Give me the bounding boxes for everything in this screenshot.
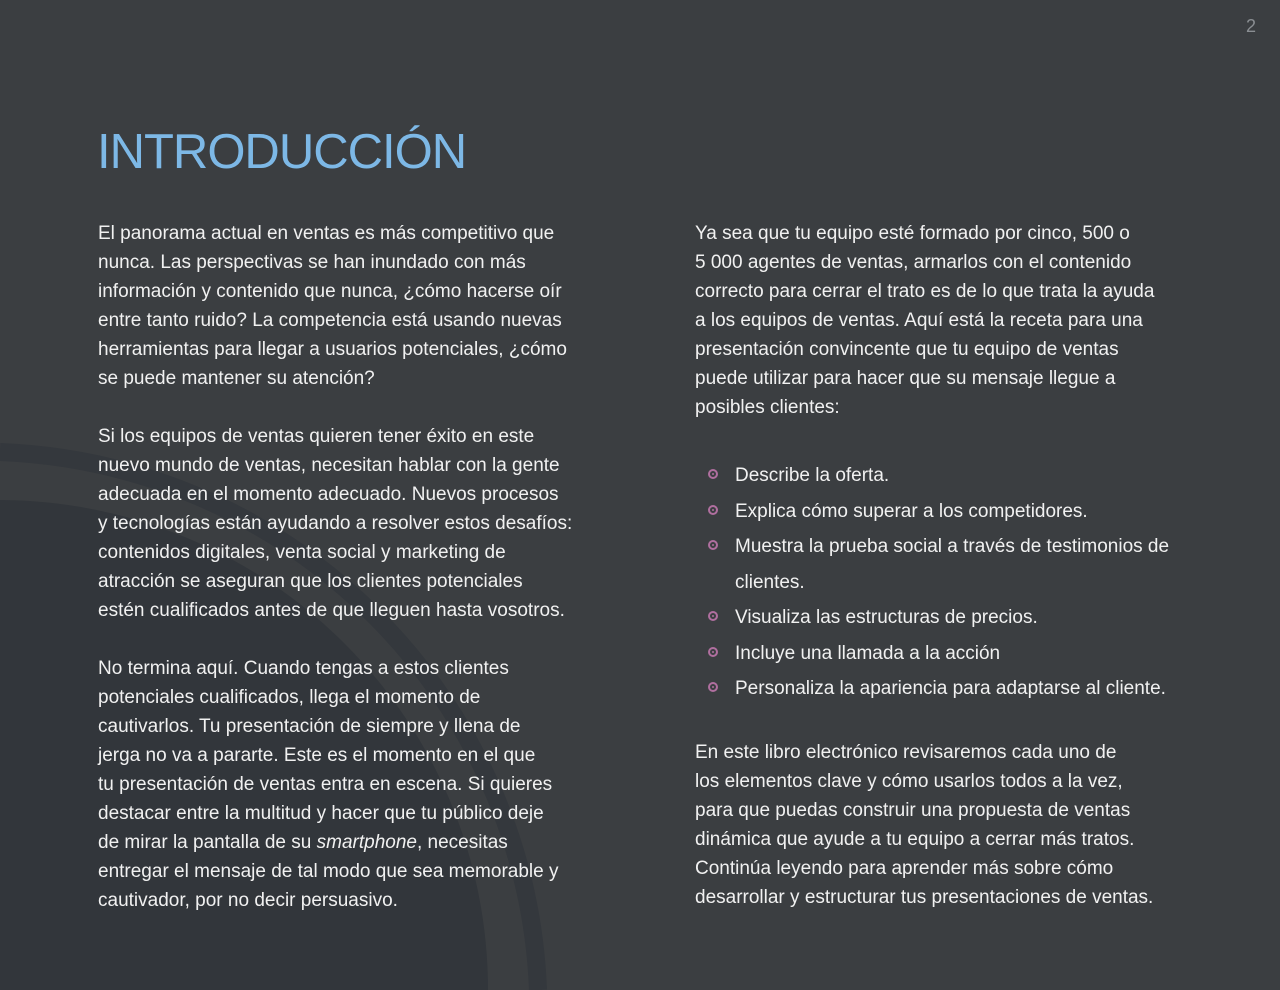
page-title: INTRODUCCIÓN [97,125,467,179]
list-item: Personaliza la apariencia para adaptarse al cliente. [695,671,1210,707]
list-item: Describe la oferta. [695,458,1210,494]
italic-line: de mirar la pantalla de su smartphone, necesitas [98,832,508,853]
right-column [695,219,1215,941]
bullet-icon [708,469,718,479]
closing-paragraph: En este libro electrónico revisaremos cada uno de los elementos clave y cómo usarlos todos a la vez, para que puedas construir una propuesta de ventas dinámica que ayude a tu equipo a cerrar más tratos. Continúa leyendo para aprender más sobre cómo desarrollar y estructurar tus presentaciones de ventas. [695,741,1154,908]
bullet-icon [708,611,718,621]
list-item: Incluye una llamada a la acción [695,636,1210,672]
list-item: Visualiza las estructuras de precios. [695,600,1210,636]
italic-term: smartphone [316,832,417,853]
bullet-icon [708,505,718,515]
list-item: Explica cómo superar a los competidores. [695,494,1210,530]
bullet-list [695,458,1215,707]
paragraph-2: Si los equipos de ventas quieren tener éxito en este nuevo mundo de ventas, necesitan hablar con la gente adecuada en el momento adecuado. Nuevos procesos y tecnologías están ayudando a resolver estos desafíos: contenidos digitales, venta social y marketing de atracción se aseguran que los clientes potenciales estén cualificados antes de que lleguen hasta vosotros. [98,426,573,621]
bullet-icon [708,682,718,692]
left-column [98,219,618,944]
paragraph-1: El panorama actual en ventas es más competitivo que nunca. Las perspectivas se han inundado con más información y contenido que nunca, ¿cómo hacerse oír entre tanto ruido? La competencia está usando nuevas herramientas para llegar a usuarios potenciales, ¿cómo se puede mantener su atención? [98,223,567,389]
page-number: 2 [1245,16,1256,36]
bullet-icon [708,540,718,550]
paragraph-3: No termina aquí. Cuando tengas a estos clientes potenciales cualificados, llega el momento de cautivarlos. Tu presentación de siempre y llena de jerga no va a pararte. Este es el momento en el que tu presentación de ventas entra en escena. Si quieres destacar entre la multitud y hacer que tu público deje de mirar la pantalla de su smartphone, necesitas entregar el mensaje de tal modo que sea memorable y cautivador, por no decir persuasivo. [98,654,618,915]
list-item: Muestra la prueba social a través de testimonios de clientes. [695,529,1210,600]
bullet-icon [708,647,718,657]
intro-paragraph: Ya sea que tu equipo esté formado por cinco, 500 o 5 000 agentes de ventas, armarlos con el contenido correcto para cerrar el trato es de lo que trata la ayuda a los equipos de ventas. Aquí está la receta para una presentación convincente que tu equipo de ventas puede utilizar para hacer que su mensaje llegue a posibles clientes: [695,223,1155,418]
